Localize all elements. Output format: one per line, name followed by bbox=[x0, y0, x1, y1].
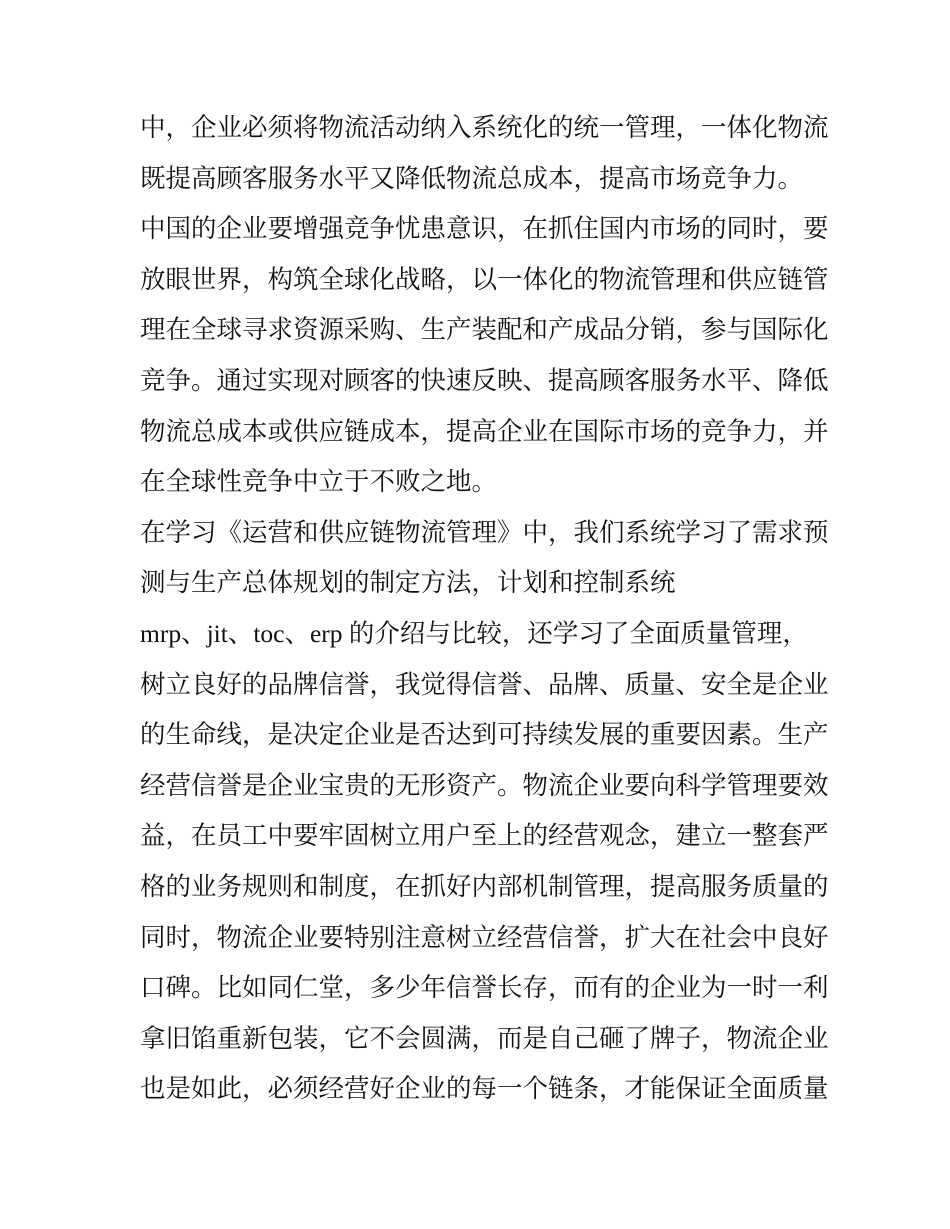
text-line: mrp、jit、toc、erp 的介绍与比较，还学习了全面质量管理， bbox=[140, 619, 808, 648]
text-line: 物流总成本或供应链成本，提高企业在国际市场的竞争力，并 bbox=[140, 416, 829, 446]
text-line: 益，在员工中要牢固树立用户至上的经营观念，建立一整套严 bbox=[140, 821, 829, 851]
text-line: 放眼世界，构筑全球化战略，以一体化的物流管理和供应链管 bbox=[140, 264, 829, 294]
text-line: 既提高顾客服务水平又降低物流总成本，提高市场竞争力。 bbox=[140, 163, 804, 193]
text-line: 测与生产总体规划的制定方法，计划和控制系统 bbox=[140, 568, 676, 598]
text-line: 在全球性竞争中立于不败之地。 bbox=[140, 467, 498, 497]
text-line: 也是如此，必须经营好企业的每一个链条，才能保证全面质量 bbox=[140, 1074, 829, 1104]
text-line: 格的业务规则和制度，在抓好内部机制管理，提高服务质量的 bbox=[140, 872, 829, 901]
text-line: 中，企业必须将物流活动纳入系统化的统一管理，一体化物流 bbox=[140, 113, 829, 142]
text-line: 竞争。通过实现对顾客的快速反映、提高顾客服务水平、降低 bbox=[140, 366, 829, 395]
text-line: 的生命线，是决定企业是否达到可持续发展的重要因素。生产 bbox=[140, 720, 829, 750]
text-line: 中国的企业要增强竞争忧患意识，在抓住国内市场的同时，要 bbox=[140, 214, 829, 244]
text-line: 理在全球寻求资源采购、生产装配和产成品分销，参与国际化 bbox=[140, 315, 829, 345]
text-line: 树立良好的品牌信誉，我觉得信誉、品牌、质量、安全是企业 bbox=[140, 669, 829, 699]
text-line: 在学习《运营和供应链物流管理》中，我们系统学习了需求预 bbox=[140, 517, 829, 547]
text-line: 经营信誉是企业宝贵的无形资产。物流企业要向科学管理要效 bbox=[140, 770, 829, 800]
text-line: 口碑。比如同仁堂，多少年信誉长存，而有的企业为一时一利 bbox=[140, 973, 829, 1003]
text-line: 拿旧馅重新包装，它不会圆满，而是自己砸了牌子，物流企业 bbox=[140, 1023, 829, 1053]
text-line: 同时，物流企业要特别注意树立经营信誉，扩大在社会中良好 bbox=[140, 922, 829, 952]
